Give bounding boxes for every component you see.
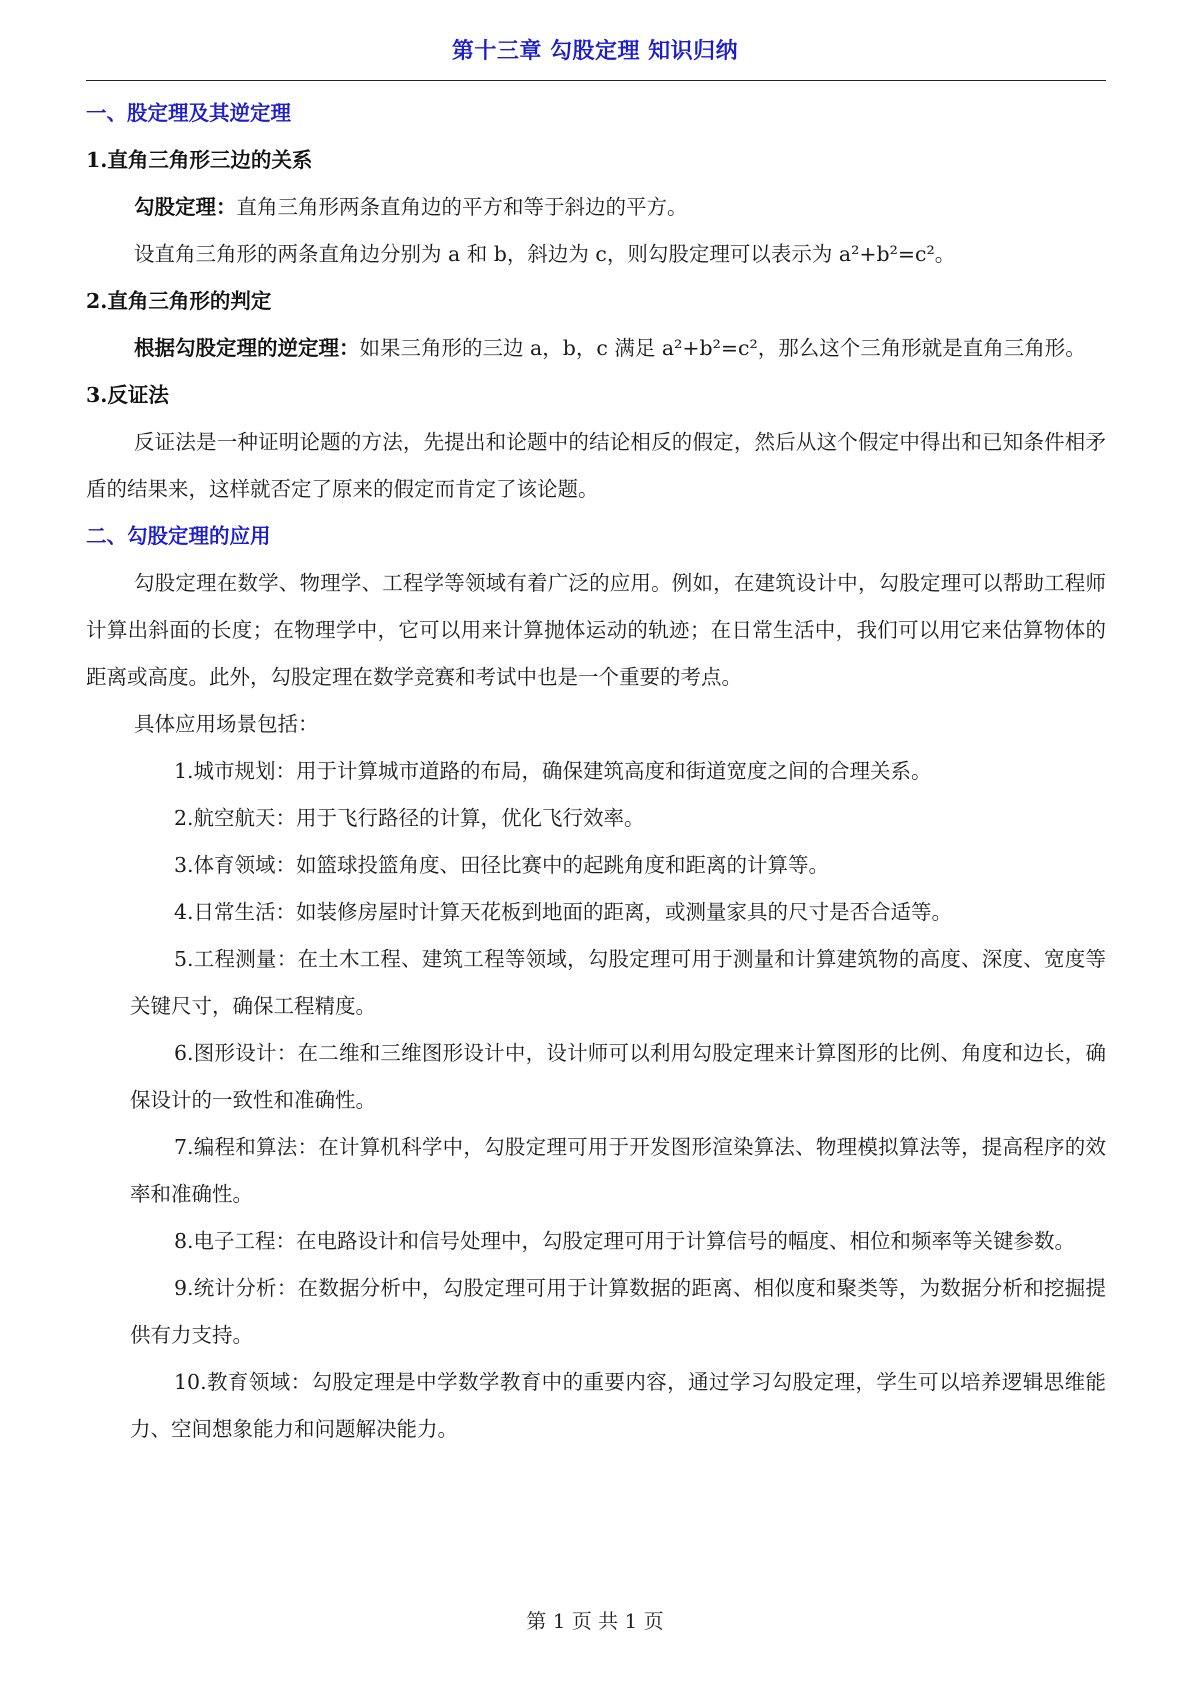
title-divider [86, 80, 1106, 81]
list-item: 5.工程测量：在土木工程、建筑工程等领域，勾股定理可用于测量和计算建筑物的高度、深度、宽度等关键尺寸，确保工程精度。 [130, 947, 1106, 1018]
list-item: 8.电子工程：在电路设计和信号处理中，勾股定理可用于计算信号的幅度、相位和频率等关键参数。 [174, 1229, 1076, 1253]
section-2-heading: 二、勾股定理的应用 [86, 524, 271, 548]
applications-list [130, 748, 1106, 1453]
subsection-3-heading: 3.反证法 [86, 383, 169, 407]
list-item: 9.统计分析：在数据分析中，勾股定理可用于计算数据的距离、相似度和聚类等，为数据分析和挖掘提供有力支持。 [130, 1276, 1106, 1347]
subsection-2-heading: 2.直角三角形的判定 [86, 289, 272, 313]
applications-intro: 勾股定理在数学、物理学、工程学等领域有着广泛的应用。例如，在建筑设计中，勾股定理可以帮助工程师计算出斜面的长度；在物理学中，它可以用来计算抛体运动的轨迹；在日常生活中，我们可以用它来估算物体的距离或高度。此外，勾股定理在数学竞赛和考试中也是一个重要的考点。 [86, 571, 1106, 689]
formula-paragraph: 设直角三角形的两条直角边分别为 a 和 b，斜边为 c，则勾股定理可以表示为 a²+b²=c²。 [134, 242, 956, 266]
applications-lead: 具体应用场景包括： [134, 712, 319, 736]
theorem-text: 直角三角形两条直角边的平方和等于斜边的平方。 [236, 195, 688, 219]
theorem-paragraph [86, 184, 1106, 231]
theorem-label: 勾股定理： [134, 195, 237, 219]
proof-by-contradiction-paragraph: 反证法是一种证明论题的方法，先提出和论题中的结论相反的假定，然后从这个假定中得出和已知条件相矛盾的结果来，这样就否定了原来的假定而肯定了该论题。 [86, 430, 1106, 501]
list-item: 1.城市规划：用于计算城市道路的布局，确保建筑高度和街道宽度之间的合理关系。 [174, 759, 932, 783]
list-item: 2.航空航天：用于飞行路径的计算，优化飞行效率。 [174, 806, 645, 830]
page-footer: 第 1 页 共 1 页 [526, 1609, 664, 1633]
converse-text: 如果三角形的三边 a，b，c 满足 a²+b²=c²，那么这个三角形就是直角三角形。 [359, 336, 1086, 360]
list-item: 7.编程和算法：在计算机科学中，勾股定理可用于开发图形渲染算法、物理模拟算法等，提高程序的效率和准确性。 [130, 1135, 1106, 1206]
list-item: 4.日常生活：如装修房屋时计算天花板到地面的距离，或测量家具的尺寸是否合适等。 [174, 900, 953, 924]
subsection-1-heading: 1.直角三角形三边的关系 [86, 148, 313, 172]
section-1-heading: 一、股定理及其逆定理 [86, 101, 291, 125]
list-item: 10.教育领域：勾股定理是中学数学教育中的重要内容，通过学习勾股定理，学生可以培养逻辑思维能力、空间想象能力和问题解决能力。 [130, 1370, 1106, 1441]
converse-label: 根据勾股定理的逆定理： [134, 336, 360, 360]
page-title: 第十三章 勾股定理 知识归纳 [451, 38, 739, 64]
document-body [86, 90, 1106, 1453]
list-item: 3.体育领域：如篮球投篮角度、田径比赛中的起跳角度和距离的计算等。 [174, 853, 830, 877]
list-item: 6.图形设计：在二维和三维图形设计中，设计师可以利用勾股定理来计算图形的比例、角度和边长，确保设计的一致性和准确性。 [130, 1041, 1106, 1112]
converse-paragraph [86, 325, 1106, 372]
